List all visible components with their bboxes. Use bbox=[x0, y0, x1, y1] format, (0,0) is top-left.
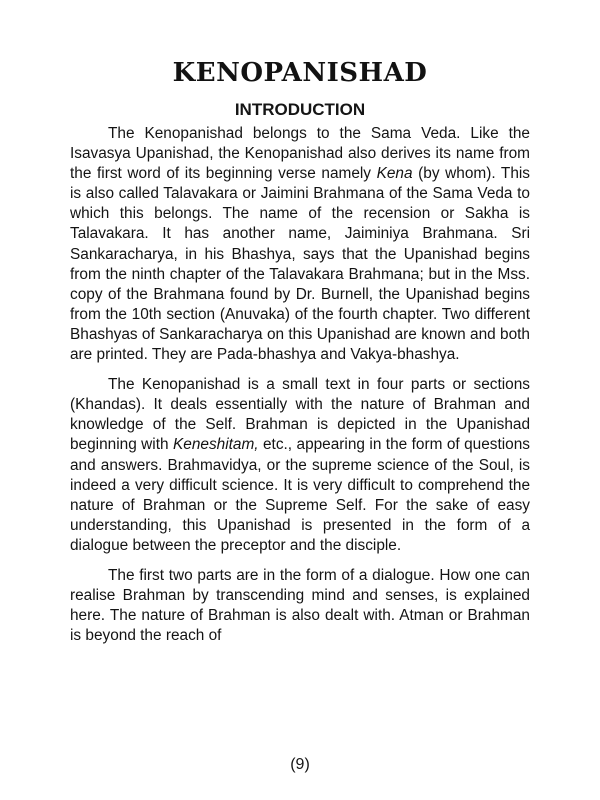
paragraph-2 bbox=[70, 375, 530, 556]
section-heading: INTRODUCTION bbox=[234, 100, 366, 119]
paragraph-2-emphasis: Keneshitam, bbox=[173, 436, 259, 454]
body-text bbox=[70, 124, 530, 656]
paragraph-3 bbox=[70, 566, 530, 646]
page-title: KENOPANISHAD bbox=[172, 58, 428, 88]
paragraph-2-text-b: etc., appearing in the form of questions and answers. Brahmavidya, or the supreme science of the Soul, is indeed a very difficult science. It is very difficult to comprehend the nature of Brahman or the Supreme Self. For the sake of easy understanding, this Upanishad is presented in the form of a dialogue between the preceptor and the disciple. bbox=[70, 436, 530, 554]
paragraph-3-text: The first two parts are in the form of a dialogue. How one can realise Brahman by transcending mind and senses, is explained here. The nature of Brahman is also dealt with. Atman or Brahman is beyond the reach of bbox=[70, 566, 530, 645]
paragraph-1-emphasis: Kena bbox=[376, 165, 413, 183]
paragraph-1 bbox=[70, 124, 530, 365]
paragraph-2-text-a: The Kenopanishad is a small text in four parts or sections (Khandas). It deals essentially with the nature of Brahman and knowledge of the Self. Brahman is depicted in the Upanishad beginning with bbox=[70, 376, 530, 454]
paragraph-1-text-b: (by whom). This is also called Talavakara or Jaimini Brahmana of the Sama Veda to which this belongs. The name of the recension or Sakha is Talavakara. It has another name, Jaiminiya Brahmana. Sri Sankaracharya, in his Bhashya, says that the Upanishad begins from the ninth chapter of the Talavakara Brahmana; but in the Mss. copy of the Brahmana found by Dr. Burnell, the Upanishad begins from the 10th section (Anuvaka) of the fourth chapter. Two different Bhashyas of Sankaracharya on this Upanishad are known and both are printed. They are Pada-bhashya and Vakya-bhashya. bbox=[70, 165, 531, 364]
paragraph-1-text-a: The Kenopanishad belongs to the Sama Veda. Like the Isavasya Upanishad, the Kenopanishad also derives its name from the first word of its beginning verse namely bbox=[70, 125, 530, 183]
page-number: (9) bbox=[290, 756, 310, 773]
